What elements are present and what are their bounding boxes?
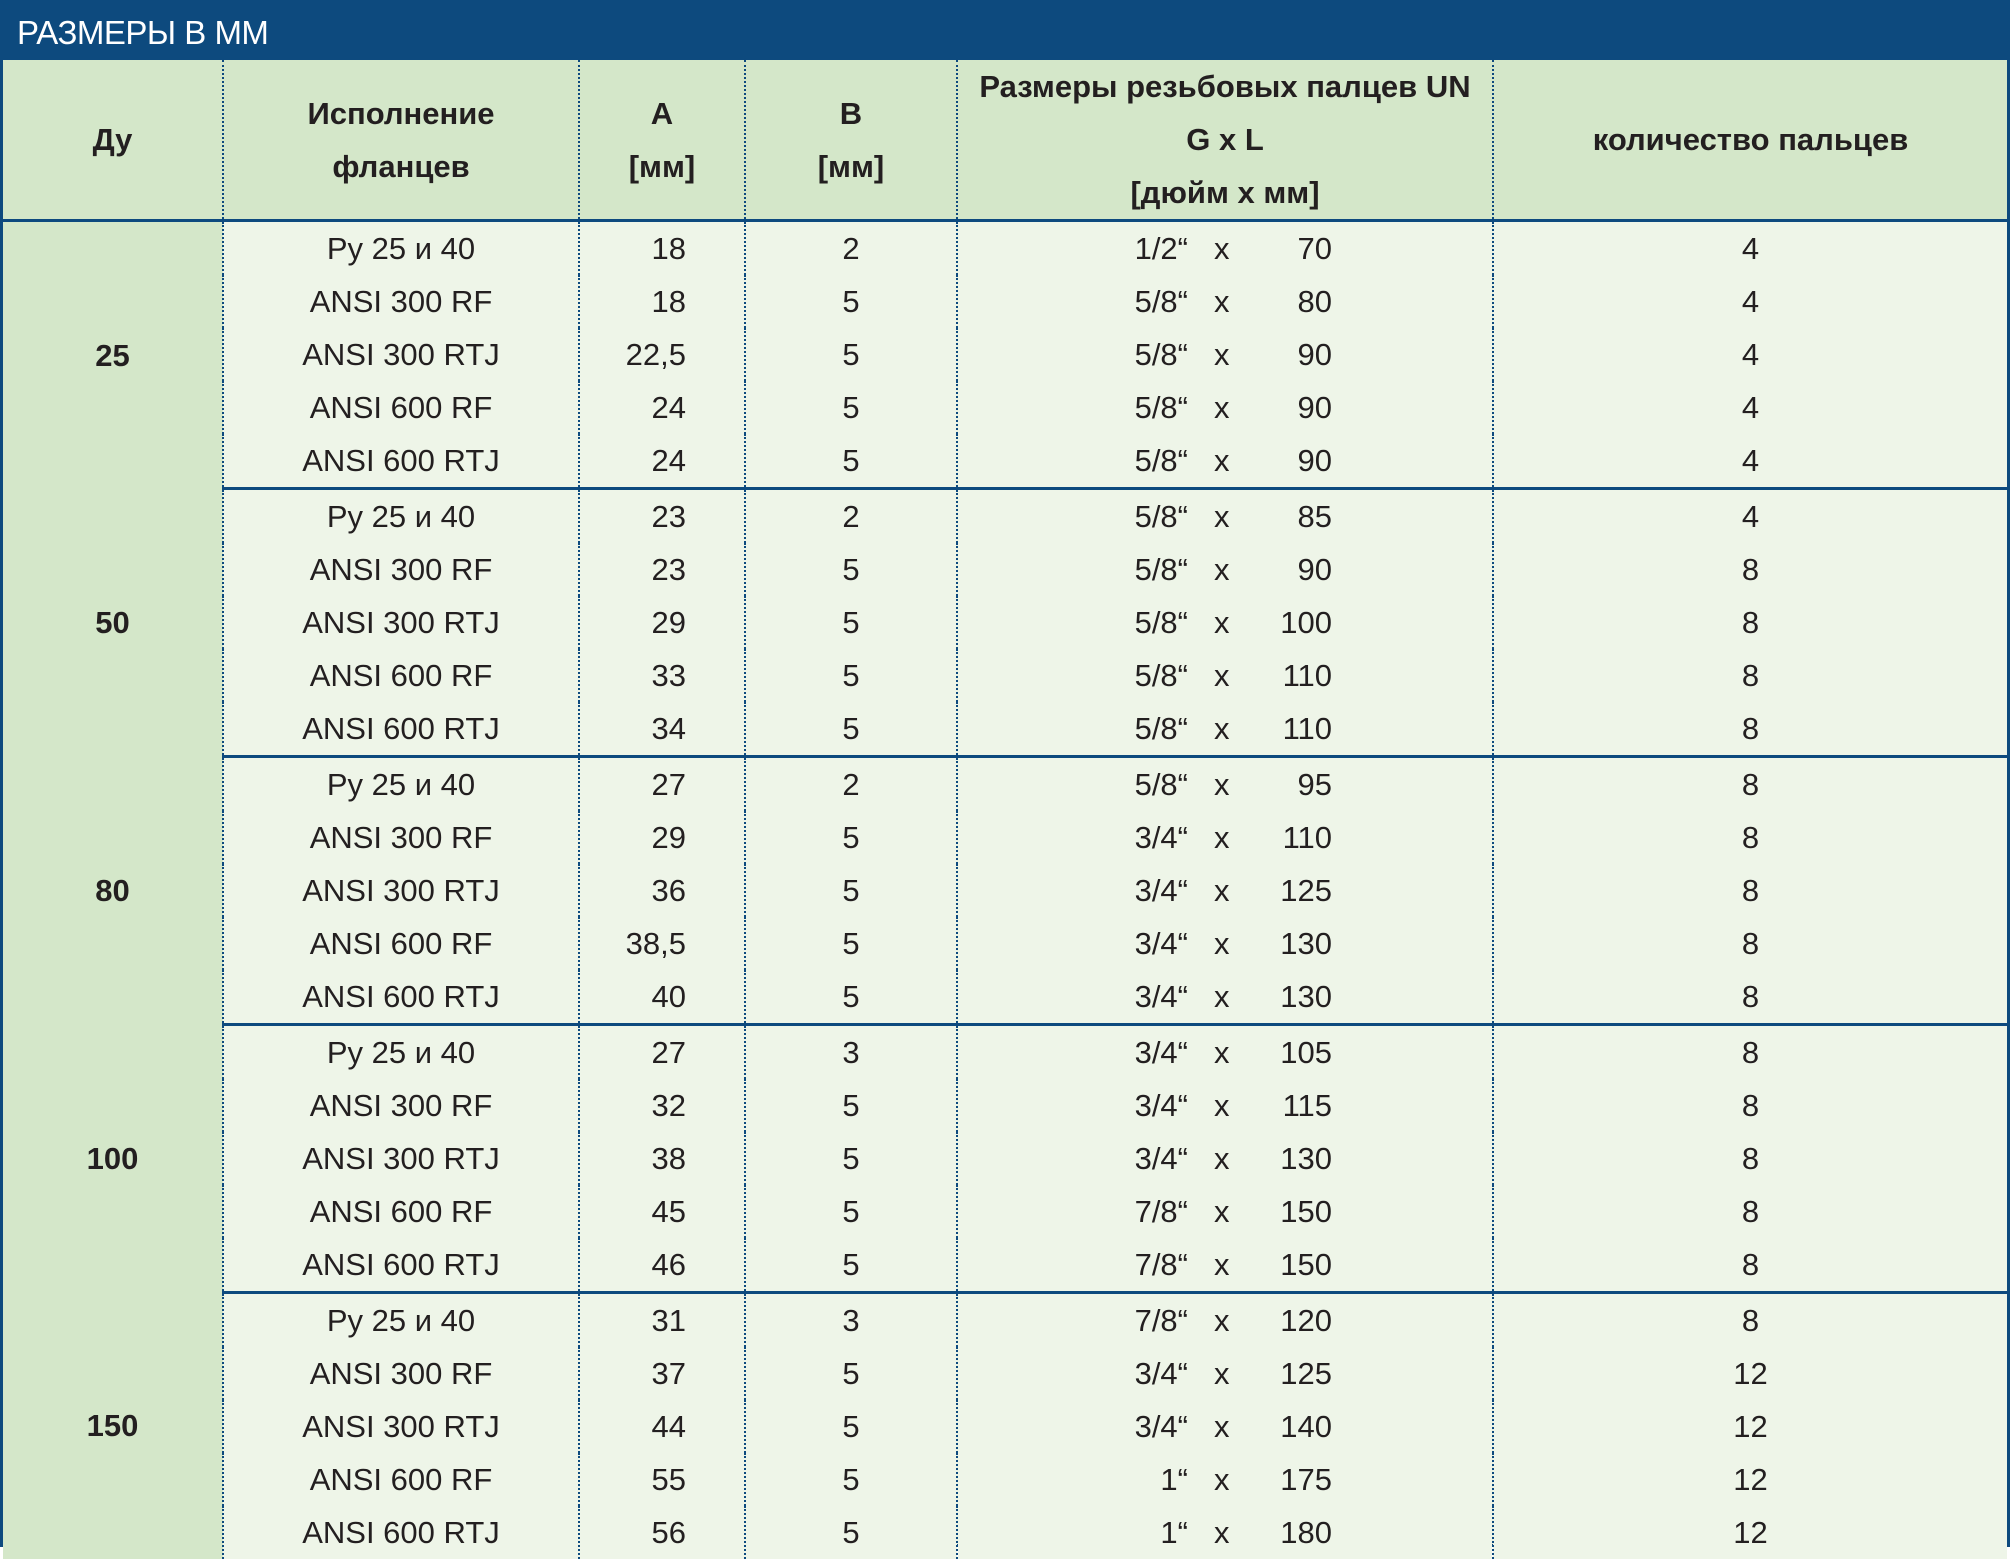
flange-cell: Ру 25 и 40 bbox=[223, 1293, 579, 1348]
b-cell: 2 bbox=[745, 757, 957, 812]
thread-cell bbox=[957, 1185, 1493, 1238]
thread-x: x bbox=[1214, 434, 1230, 487]
thread-l: 110 bbox=[1283, 811, 1332, 864]
thread-x: x bbox=[1214, 1400, 1230, 1453]
flange-cell: ANSI 300 RF bbox=[223, 1079, 579, 1132]
flange-cell: ANSI 300 RTJ bbox=[223, 1132, 579, 1185]
thread-cell bbox=[957, 917, 1493, 970]
a-cell: 29 bbox=[579, 811, 745, 864]
flange-cell: Ру 25 и 40 bbox=[223, 221, 579, 276]
a-cell: 27 bbox=[579, 1025, 745, 1080]
thread-l: 125 bbox=[1280, 1347, 1332, 1400]
table-row bbox=[3, 649, 2007, 702]
thread-cell bbox=[957, 702, 1493, 757]
dimensions-table bbox=[3, 60, 2007, 1559]
table-row bbox=[3, 864, 2007, 917]
table-row bbox=[3, 275, 2007, 328]
b-cell: 5 bbox=[745, 970, 957, 1025]
flange-cell: ANSI 300 RF bbox=[223, 275, 579, 328]
thread-l: 130 bbox=[1280, 917, 1332, 970]
flange-cell: ANSI 600 RF bbox=[223, 1453, 579, 1506]
a-cell: 32 bbox=[579, 1079, 745, 1132]
thread-x: x bbox=[1214, 758, 1230, 811]
thread-x: x bbox=[1214, 1506, 1230, 1559]
du-cell: 100 bbox=[3, 1025, 223, 1293]
header-count: количество пальцев bbox=[1493, 60, 2007, 221]
header-thread bbox=[957, 60, 1493, 221]
a-cell: 23 bbox=[579, 489, 745, 544]
flange-cell: ANSI 600 RTJ bbox=[223, 1238, 579, 1293]
thread-g: 3/4“ bbox=[1135, 917, 1188, 970]
thread-g: 7/8“ bbox=[1135, 1294, 1188, 1347]
thread-g: 5/8“ bbox=[1135, 381, 1188, 434]
table-row bbox=[3, 543, 2007, 596]
table-row bbox=[3, 1506, 2007, 1559]
b-cell: 5 bbox=[745, 864, 957, 917]
thread-l: 150 bbox=[1280, 1185, 1332, 1238]
b-cell: 5 bbox=[745, 702, 957, 757]
a-cell: 24 bbox=[579, 381, 745, 434]
du-cell: 25 bbox=[3, 221, 223, 489]
thread-cell bbox=[957, 489, 1493, 544]
thread-g: 3/4“ bbox=[1135, 1026, 1188, 1079]
thread-g: 1/2“ bbox=[1135, 222, 1188, 275]
thread-x: x bbox=[1214, 1132, 1230, 1185]
thread-x: x bbox=[1214, 381, 1230, 434]
thread-cell bbox=[957, 649, 1493, 702]
flange-cell: ANSI 300 RTJ bbox=[223, 328, 579, 381]
thread-l: 130 bbox=[1280, 970, 1332, 1023]
count-cell: 8 bbox=[1493, 1293, 2007, 1348]
a-cell: 37 bbox=[579, 1347, 745, 1400]
table-body bbox=[3, 221, 2007, 1559]
table-row bbox=[3, 434, 2007, 489]
b-cell: 5 bbox=[745, 381, 957, 434]
thread-x: x bbox=[1214, 543, 1230, 596]
count-cell: 8 bbox=[1493, 864, 2007, 917]
thread-l: 120 bbox=[1280, 1294, 1332, 1347]
thread-g: 3/4“ bbox=[1135, 811, 1188, 864]
b-cell: 2 bbox=[745, 489, 957, 544]
b-cell: 5 bbox=[745, 1079, 957, 1132]
thread-l: 85 bbox=[1298, 490, 1332, 543]
count-cell: 8 bbox=[1493, 1238, 2007, 1293]
table-row bbox=[3, 328, 2007, 381]
table-row bbox=[3, 1453, 2007, 1506]
thread-cell bbox=[957, 1506, 1493, 1559]
table-row bbox=[3, 757, 2007, 812]
thread-x: x bbox=[1214, 1238, 1230, 1291]
count-cell: 8 bbox=[1493, 917, 2007, 970]
header-flange bbox=[223, 60, 579, 221]
thread-x: x bbox=[1214, 1026, 1230, 1079]
b-cell: 5 bbox=[745, 1506, 957, 1559]
thread-g: 1“ bbox=[1160, 1506, 1188, 1559]
thread-x: x bbox=[1214, 917, 1230, 970]
thread-x: x bbox=[1214, 490, 1230, 543]
thread-l: 70 bbox=[1298, 222, 1332, 275]
flange-cell: ANSI 300 RF bbox=[223, 811, 579, 864]
header-b-line-2: [мм] bbox=[746, 140, 956, 193]
thread-l: 105 bbox=[1280, 1026, 1332, 1079]
table-row bbox=[3, 489, 2007, 544]
thread-g: 5/8“ bbox=[1135, 328, 1188, 381]
count-cell: 8 bbox=[1493, 811, 2007, 864]
flange-cell: ANSI 300 RTJ bbox=[223, 596, 579, 649]
flange-cell: ANSI 300 RTJ bbox=[223, 864, 579, 917]
b-cell: 5 bbox=[745, 1132, 957, 1185]
flange-cell: ANSI 600 RTJ bbox=[223, 702, 579, 757]
header-b-line-1: B bbox=[746, 87, 956, 140]
thread-cell bbox=[957, 328, 1493, 381]
a-cell: 18 bbox=[579, 221, 745, 276]
count-cell: 12 bbox=[1493, 1400, 2007, 1453]
b-cell: 5 bbox=[745, 1453, 957, 1506]
thread-x: x bbox=[1214, 1079, 1230, 1132]
thread-l: 140 bbox=[1280, 1400, 1332, 1453]
a-cell: 38,5 bbox=[579, 917, 745, 970]
count-cell: 8 bbox=[1493, 970, 2007, 1025]
thread-x: x bbox=[1214, 1294, 1230, 1347]
flange-cell: Ру 25 и 40 bbox=[223, 757, 579, 812]
thread-l: 90 bbox=[1298, 328, 1332, 381]
b-cell: 5 bbox=[745, 275, 957, 328]
table-row bbox=[3, 1347, 2007, 1400]
flange-cell: ANSI 300 RF bbox=[223, 1347, 579, 1400]
count-cell: 8 bbox=[1493, 1132, 2007, 1185]
header-du: Ду bbox=[3, 60, 223, 221]
thread-cell bbox=[957, 811, 1493, 864]
b-cell: 5 bbox=[745, 434, 957, 489]
table-row bbox=[3, 1238, 2007, 1293]
thread-g: 3/4“ bbox=[1135, 970, 1188, 1023]
b-cell: 5 bbox=[745, 328, 957, 381]
thread-cell bbox=[957, 434, 1493, 489]
flange-cell: ANSI 300 RTJ bbox=[223, 1400, 579, 1453]
thread-cell bbox=[957, 221, 1493, 276]
a-cell: 46 bbox=[579, 1238, 745, 1293]
thread-cell bbox=[957, 1132, 1493, 1185]
thread-l: 130 bbox=[1280, 1132, 1332, 1185]
thread-x: x bbox=[1214, 275, 1230, 328]
panel-title: РАЗМЕРЫ В ММ bbox=[3, 3, 2007, 60]
flange-cell: Ру 25 и 40 bbox=[223, 1025, 579, 1080]
count-cell: 8 bbox=[1493, 543, 2007, 596]
flange-cell: ANSI 600 RTJ bbox=[223, 1506, 579, 1559]
table-row bbox=[3, 381, 2007, 434]
thread-x: x bbox=[1214, 702, 1230, 755]
a-cell: 34 bbox=[579, 702, 745, 757]
a-cell: 33 bbox=[579, 649, 745, 702]
a-cell: 45 bbox=[579, 1185, 745, 1238]
count-cell: 8 bbox=[1493, 1079, 2007, 1132]
header-flange-line-1: Исполнение bbox=[224, 87, 578, 140]
thread-x: x bbox=[1214, 222, 1230, 275]
thread-x: x bbox=[1214, 596, 1230, 649]
table-row bbox=[3, 1025, 2007, 1080]
a-cell: 38 bbox=[579, 1132, 745, 1185]
flange-cell: ANSI 600 RTJ bbox=[223, 434, 579, 489]
thread-x: x bbox=[1214, 1185, 1230, 1238]
thread-l: 150 bbox=[1280, 1238, 1332, 1291]
thread-cell bbox=[957, 543, 1493, 596]
thread-g: 3/4“ bbox=[1135, 1347, 1188, 1400]
thread-cell bbox=[957, 1347, 1493, 1400]
table-row bbox=[3, 596, 2007, 649]
du-cell: 50 bbox=[3, 489, 223, 757]
thread-g: 5/8“ bbox=[1135, 702, 1188, 755]
b-cell: 5 bbox=[745, 811, 957, 864]
b-cell: 5 bbox=[745, 917, 957, 970]
table-row bbox=[3, 1400, 2007, 1453]
thread-cell bbox=[957, 1025, 1493, 1080]
thread-cell bbox=[957, 970, 1493, 1025]
table-row bbox=[3, 221, 2007, 276]
thread-cell bbox=[957, 1400, 1493, 1453]
count-cell: 12 bbox=[1493, 1347, 2007, 1400]
thread-l: 110 bbox=[1283, 702, 1332, 755]
thread-x: x bbox=[1214, 649, 1230, 702]
count-cell: 8 bbox=[1493, 757, 2007, 812]
thread-l: 90 bbox=[1298, 381, 1332, 434]
b-cell: 2 bbox=[745, 221, 957, 276]
thread-g: 5/8“ bbox=[1135, 543, 1188, 596]
thread-x: x bbox=[1214, 1347, 1230, 1400]
thread-l: 90 bbox=[1298, 543, 1332, 596]
a-cell: 55 bbox=[579, 1453, 745, 1506]
b-cell: 5 bbox=[745, 1347, 957, 1400]
a-cell: 36 bbox=[579, 864, 745, 917]
thread-cell bbox=[957, 381, 1493, 434]
thread-cell bbox=[957, 864, 1493, 917]
count-cell: 4 bbox=[1493, 489, 2007, 544]
flange-cell: ANSI 600 RTJ bbox=[223, 970, 579, 1025]
count-cell: 4 bbox=[1493, 328, 2007, 381]
header-row bbox=[3, 60, 2007, 221]
thread-l: 100 bbox=[1280, 596, 1332, 649]
header-thread-line-2: G x L bbox=[958, 113, 1492, 166]
thread-g: 3/4“ bbox=[1135, 864, 1188, 917]
thread-cell bbox=[957, 757, 1493, 812]
table-row bbox=[3, 702, 2007, 757]
thread-l: 125 bbox=[1280, 864, 1332, 917]
a-cell: 40 bbox=[579, 970, 745, 1025]
thread-l: 80 bbox=[1298, 275, 1332, 328]
thread-l: 110 bbox=[1283, 649, 1332, 702]
a-cell: 31 bbox=[579, 1293, 745, 1348]
thread-g: 5/8“ bbox=[1135, 758, 1188, 811]
header-thread-line-1: Размеры резьбовых палцев UN bbox=[958, 60, 1492, 113]
thread-x: x bbox=[1214, 811, 1230, 864]
thread-g: 7/8“ bbox=[1135, 1185, 1188, 1238]
flange-cell: ANSI 600 RF bbox=[223, 1185, 579, 1238]
flange-cell: ANSI 300 RF bbox=[223, 543, 579, 596]
count-cell: 4 bbox=[1493, 221, 2007, 276]
count-cell: 8 bbox=[1493, 596, 2007, 649]
thread-cell bbox=[957, 1079, 1493, 1132]
header-a-line-1: A bbox=[580, 87, 744, 140]
count-cell: 4 bbox=[1493, 275, 2007, 328]
table-row bbox=[3, 1293, 2007, 1348]
header-a bbox=[579, 60, 745, 221]
thread-x: x bbox=[1214, 328, 1230, 381]
thread-g: 3/4“ bbox=[1135, 1400, 1188, 1453]
b-cell: 3 bbox=[745, 1025, 957, 1080]
flange-cell: Ру 25 и 40 bbox=[223, 489, 579, 544]
a-cell: 56 bbox=[579, 1506, 745, 1559]
thread-x: x bbox=[1214, 864, 1230, 917]
b-cell: 5 bbox=[745, 596, 957, 649]
count-cell: 4 bbox=[1493, 381, 2007, 434]
count-cell: 12 bbox=[1493, 1506, 2007, 1559]
thread-l: 175 bbox=[1280, 1453, 1332, 1506]
header-flange-line-2: фланцев bbox=[224, 140, 578, 193]
thread-g: 5/8“ bbox=[1135, 649, 1188, 702]
header-b bbox=[745, 60, 957, 221]
b-cell: 3 bbox=[745, 1293, 957, 1348]
a-cell: 23 bbox=[579, 543, 745, 596]
du-cell: 80 bbox=[3, 757, 223, 1025]
table-row bbox=[3, 970, 2007, 1025]
count-cell: 8 bbox=[1493, 702, 2007, 757]
a-cell: 44 bbox=[579, 1400, 745, 1453]
thread-g: 5/8“ bbox=[1135, 490, 1188, 543]
count-cell: 4 bbox=[1493, 434, 2007, 489]
thread-g: 1“ bbox=[1160, 1453, 1188, 1506]
table-row bbox=[3, 1185, 2007, 1238]
thread-g: 3/4“ bbox=[1135, 1079, 1188, 1132]
a-cell: 22,5 bbox=[579, 328, 745, 381]
header-a-line-2: [мм] bbox=[580, 140, 744, 193]
table-row bbox=[3, 1079, 2007, 1132]
thread-cell bbox=[957, 1238, 1493, 1293]
thread-g: 5/8“ bbox=[1135, 596, 1188, 649]
b-cell: 5 bbox=[745, 1238, 957, 1293]
count-cell: 8 bbox=[1493, 649, 2007, 702]
thread-g: 5/8“ bbox=[1135, 434, 1188, 487]
thread-cell bbox=[957, 596, 1493, 649]
count-cell: 12 bbox=[1493, 1453, 2007, 1506]
b-cell: 5 bbox=[745, 1185, 957, 1238]
thread-g: 7/8“ bbox=[1135, 1238, 1188, 1291]
a-cell: 24 bbox=[579, 434, 745, 489]
thread-x: x bbox=[1214, 1453, 1230, 1506]
thread-l: 90 bbox=[1298, 434, 1332, 487]
thread-l: 115 bbox=[1283, 1079, 1332, 1132]
count-cell: 8 bbox=[1493, 1185, 2007, 1238]
thread-x: x bbox=[1214, 970, 1230, 1023]
thread-l: 180 bbox=[1280, 1506, 1332, 1559]
table-row bbox=[3, 1132, 2007, 1185]
thread-cell bbox=[957, 1453, 1493, 1506]
flange-cell: ANSI 600 RF bbox=[223, 649, 579, 702]
a-cell: 18 bbox=[579, 275, 745, 328]
count-cell: 8 bbox=[1493, 1025, 2007, 1080]
b-cell: 5 bbox=[745, 1400, 957, 1453]
a-cell: 29 bbox=[579, 596, 745, 649]
table-row bbox=[3, 811, 2007, 864]
header-thread-line-3: [дюйм x мм] bbox=[958, 166, 1492, 219]
b-cell: 5 bbox=[745, 649, 957, 702]
table-row bbox=[3, 917, 2007, 970]
b-cell: 5 bbox=[745, 543, 957, 596]
thread-l: 95 bbox=[1298, 758, 1332, 811]
du-cell: 150 bbox=[3, 1293, 223, 1559]
thread-g: 3/4“ bbox=[1135, 1132, 1188, 1185]
thread-g: 5/8“ bbox=[1135, 275, 1188, 328]
a-cell: 27 bbox=[579, 757, 745, 812]
thread-cell bbox=[957, 1293, 1493, 1348]
thread-cell bbox=[957, 275, 1493, 328]
flange-cell: ANSI 600 RF bbox=[223, 381, 579, 434]
flange-cell: ANSI 600 RF bbox=[223, 917, 579, 970]
